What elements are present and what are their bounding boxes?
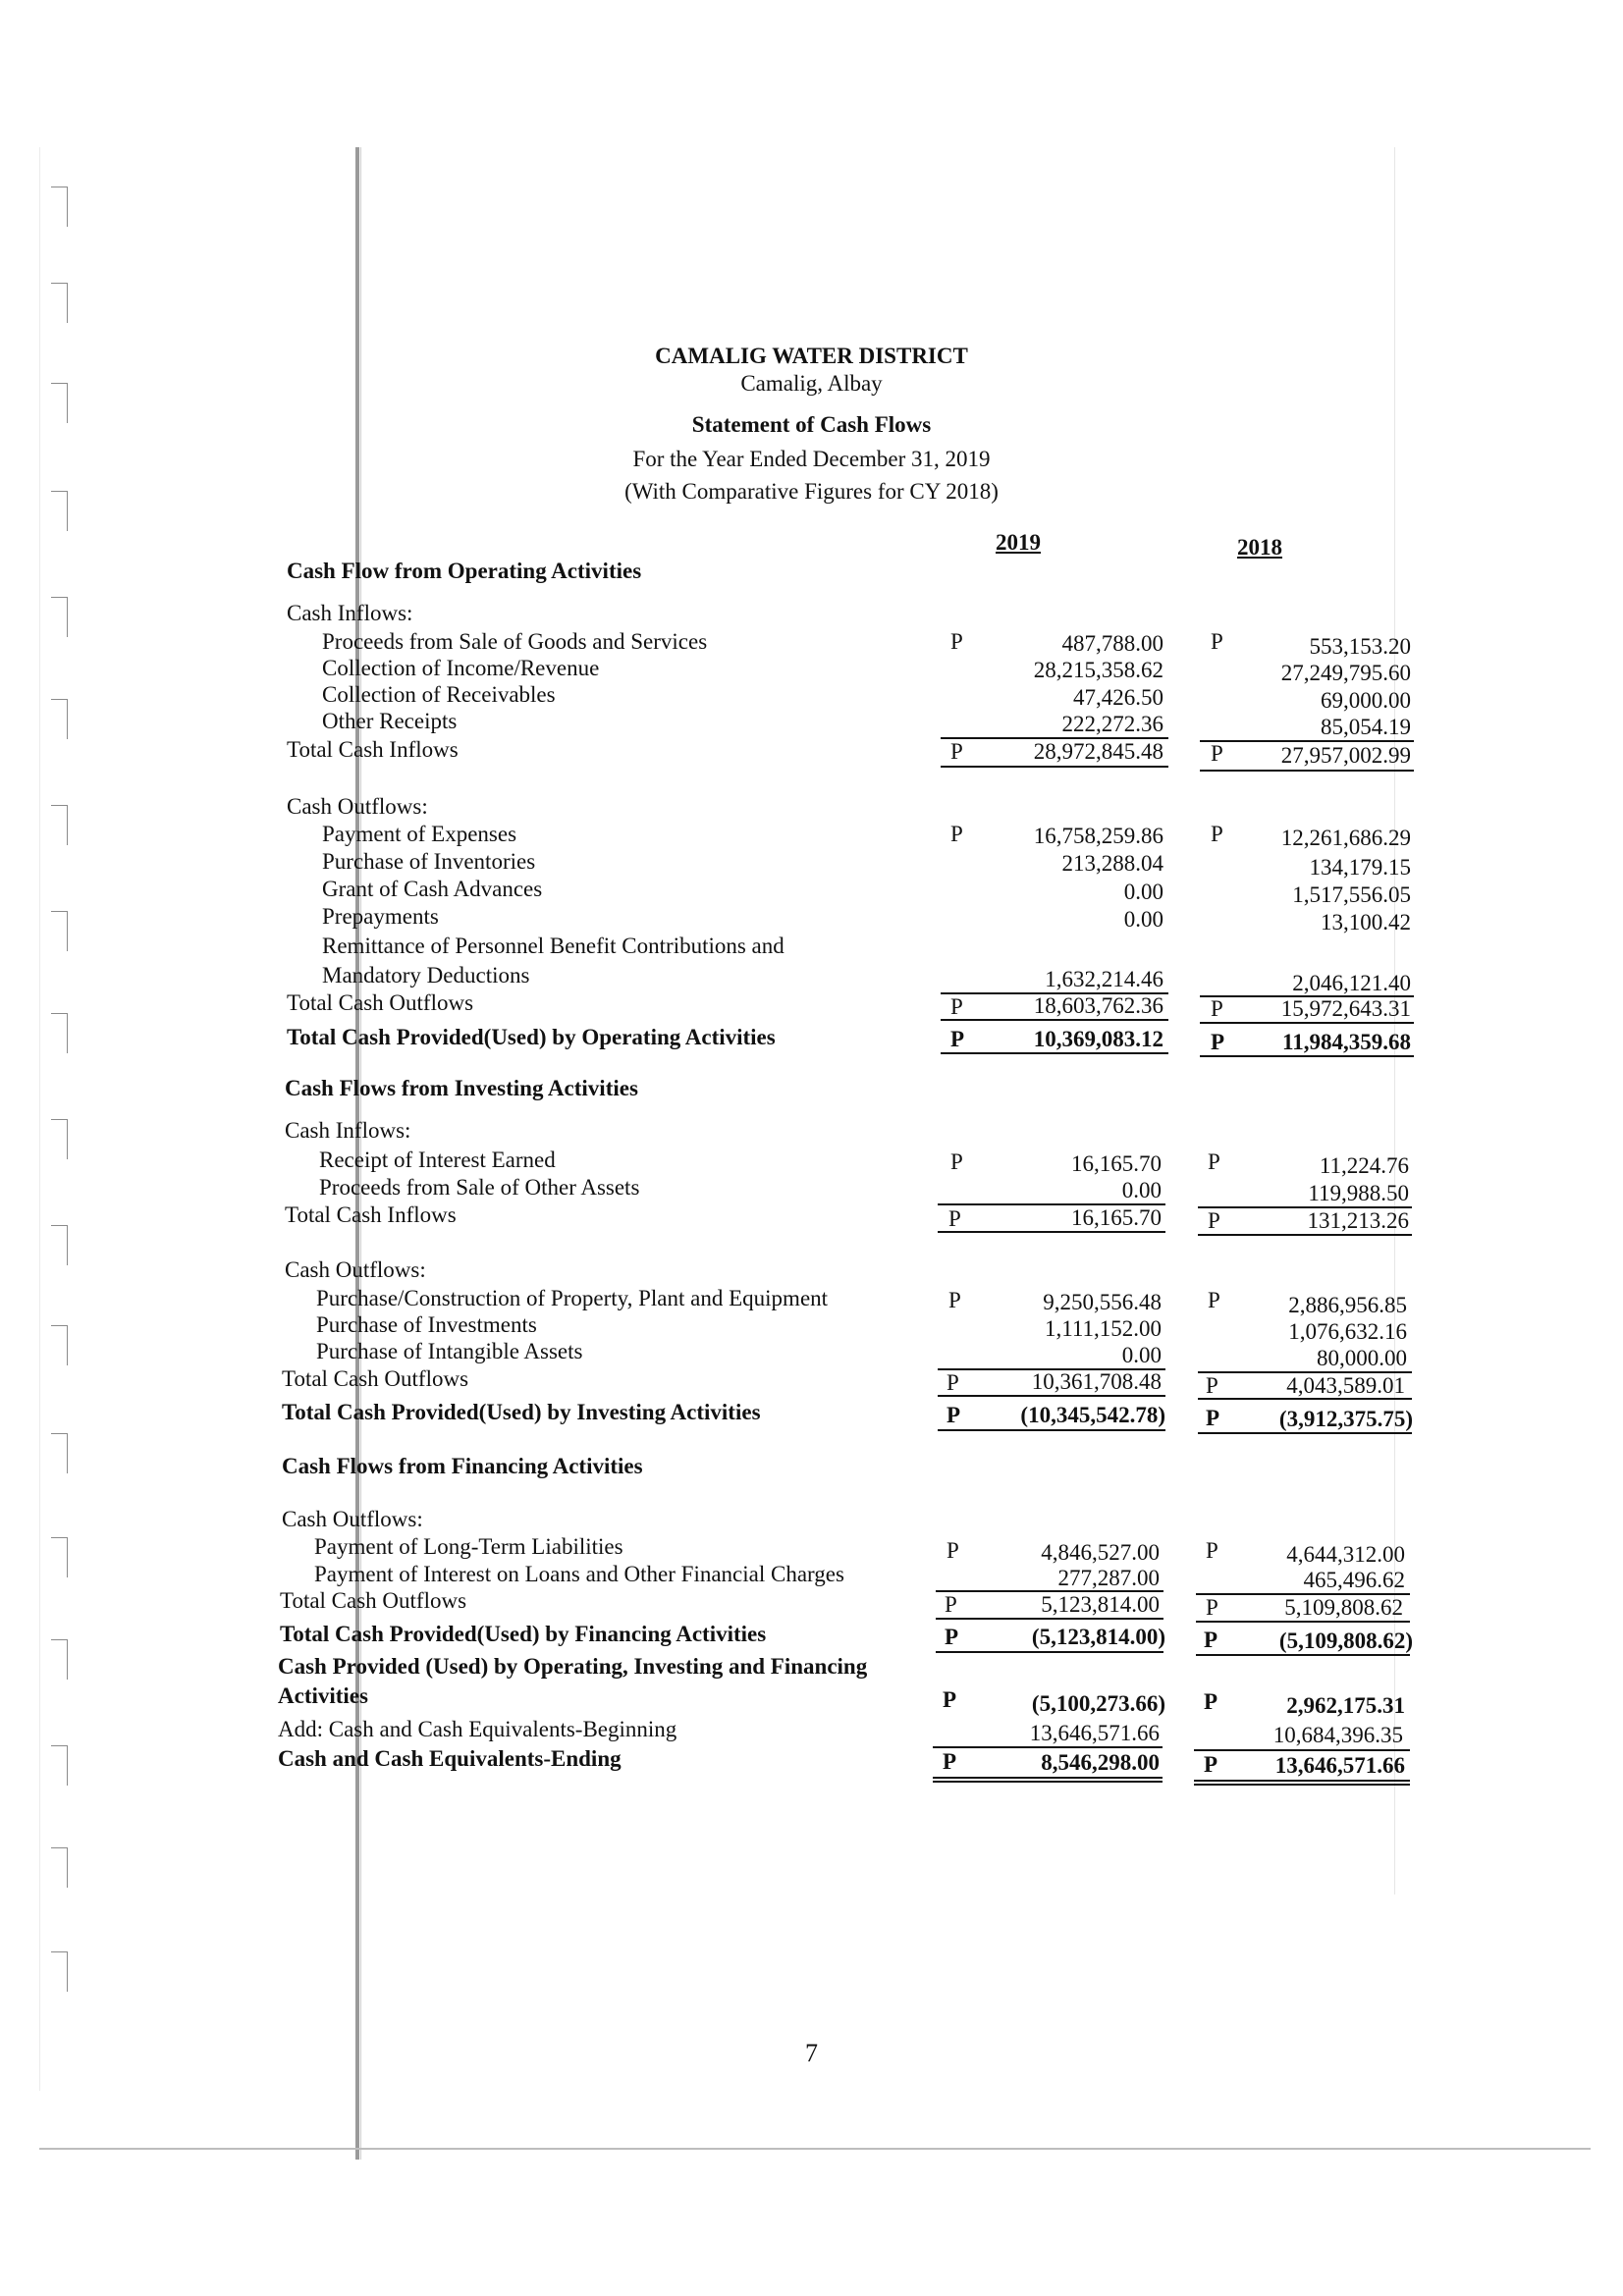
punch-hole-mark bbox=[51, 911, 68, 951]
value-2018: 134,179.15 bbox=[1309, 855, 1411, 880]
peso-sign: P bbox=[1211, 1030, 1225, 1054]
row-label-summary: Cash Provided (Used) by Operating, Investing and Financing bbox=[278, 1654, 868, 1679]
punch-hole-mark bbox=[51, 805, 68, 845]
underline bbox=[941, 1052, 1168, 1054]
value-2019: 213,288.04 bbox=[1061, 851, 1163, 876]
peso-sign: P bbox=[1206, 1373, 1218, 1398]
row-label-total: Total Cash Inflows bbox=[285, 1202, 457, 1227]
row-label-ending: Cash and Cash Equivalents-Ending bbox=[278, 1746, 622, 1771]
value-2019: 18,603,762.36 bbox=[1033, 993, 1163, 1018]
underline bbox=[938, 1395, 1165, 1397]
peso-sign: P bbox=[1208, 1208, 1220, 1233]
section-title-financing: Cash Flows from Financing Activities bbox=[282, 1454, 643, 1478]
peso-sign: P bbox=[1208, 1288, 1220, 1312]
peso-sign: P bbox=[945, 1592, 957, 1617]
double-underline bbox=[1194, 1780, 1410, 1782]
underline bbox=[1198, 1398, 1412, 1400]
row-label: Proceeds from Sale of Goods and Services bbox=[322, 629, 708, 654]
row-label: Purchase of Inventories bbox=[322, 849, 536, 874]
peso-sign: P bbox=[947, 1538, 959, 1563]
underline bbox=[938, 1429, 1165, 1431]
peso-sign: P bbox=[1211, 996, 1223, 1021]
peso-sign: P bbox=[1204, 1689, 1218, 1714]
value-2019: 0.00 bbox=[1123, 880, 1163, 904]
peso-sign: P bbox=[1204, 1628, 1218, 1652]
peso-sign: P bbox=[950, 822, 963, 846]
peso-sign: P bbox=[950, 739, 963, 764]
value-2018: 80,000.00 bbox=[1317, 1346, 1407, 1370]
row-label-total: Total Cash Outflows bbox=[280, 1588, 467, 1613]
value-2018: 131,213.26 bbox=[1307, 1208, 1409, 1233]
value-2019: 16,165.70 bbox=[1071, 1151, 1162, 1176]
peso-sign: P bbox=[948, 1206, 961, 1231]
value-2018: (5,109,808.62) bbox=[1278, 1629, 1413, 1653]
value-2019: 222,272.36 bbox=[1061, 712, 1163, 736]
value-2019: 8,546,298.00 bbox=[1041, 1750, 1160, 1775]
value-2019: 0.00 bbox=[1121, 1178, 1162, 1202]
value-2018: 465,496.62 bbox=[1303, 1568, 1405, 1592]
peso-sign: P bbox=[943, 1749, 957, 1774]
value-2019: 487,788.00 bbox=[1061, 631, 1163, 656]
value-2018: 13,646,571.66 bbox=[1274, 1753, 1405, 1778]
peso-sign: P bbox=[1206, 1406, 1220, 1430]
row-label: Prepayments bbox=[322, 904, 439, 929]
punch-hole-mark bbox=[51, 283, 68, 323]
punch-hole-mark bbox=[51, 1951, 68, 1992]
punch-hole-mark bbox=[51, 1119, 68, 1159]
value-2019: (5,100,273.66) bbox=[1031, 1691, 1165, 1716]
value-2018: 4,644,312.00 bbox=[1286, 1542, 1405, 1567]
label-cash-outflows: Cash Outflows: bbox=[285, 1257, 426, 1282]
org-location: Camalig, Albay bbox=[740, 371, 883, 396]
value-2019: 47,426.50 bbox=[1073, 685, 1163, 710]
section-title-investing: Cash Flows from Investing Activities bbox=[285, 1076, 638, 1100]
label-cash-inflows: Cash Inflows: bbox=[287, 601, 413, 625]
value-2018: 10,684,396.35 bbox=[1272, 1723, 1403, 1747]
underline bbox=[1196, 1621, 1410, 1623]
underline bbox=[1200, 770, 1414, 772]
peso-sign: P bbox=[1211, 629, 1223, 654]
peso-sign: P bbox=[1208, 1149, 1220, 1174]
statement-comparative: (With Comparative Figures for CY 2018) bbox=[624, 479, 999, 504]
value-2018: 2,886,956.85 bbox=[1288, 1293, 1407, 1317]
scan-edge-line-left bbox=[39, 147, 40, 2091]
value-2018: 1,517,556.05 bbox=[1292, 882, 1411, 907]
value-2019: (10,345,542.78) bbox=[1020, 1403, 1165, 1427]
row-label: Collection of Receivables bbox=[322, 682, 556, 707]
column-head-2018: 2018 bbox=[1237, 535, 1282, 560]
value-2019: 10,361,708.48 bbox=[1031, 1369, 1162, 1394]
value-2019: 9,250,556.48 bbox=[1043, 1290, 1162, 1314]
scan-bottom-edge bbox=[39, 2148, 1591, 2150]
peso-sign: P bbox=[1211, 741, 1223, 766]
value-2018: 15,972,643.31 bbox=[1280, 996, 1411, 1021]
label-cash-outflows: Cash Outflows: bbox=[282, 1507, 423, 1531]
row-label: Collection of Income/Revenue bbox=[322, 656, 600, 680]
peso-sign: P bbox=[950, 994, 963, 1019]
org-name: CAMALIG WATER DISTRICT bbox=[655, 344, 968, 368]
peso-sign: P bbox=[945, 1625, 959, 1649]
punch-hole-mark bbox=[51, 1745, 68, 1786]
row-label-total: Total Cash Inflows bbox=[287, 737, 459, 762]
underline bbox=[936, 1651, 1163, 1653]
value-2019: 16,758,259.86 bbox=[1033, 824, 1163, 848]
punch-hole-mark bbox=[51, 1537, 68, 1577]
row-label: Other Receipts bbox=[322, 709, 458, 733]
row-label: Payment of Expenses bbox=[322, 822, 517, 846]
punch-hole-mark bbox=[51, 1847, 68, 1888]
value-2019: 16,165.70 bbox=[1071, 1205, 1162, 1230]
double-underline bbox=[933, 1777, 1163, 1779]
punch-hole-mark bbox=[51, 1225, 68, 1265]
value-2018: 27,957,002.99 bbox=[1280, 743, 1411, 768]
value-2019: 28,215,358.62 bbox=[1033, 658, 1163, 682]
value-2018: 11,984,359.68 bbox=[1282, 1030, 1411, 1054]
peso-sign: P bbox=[1206, 1595, 1218, 1620]
row-label-net: Total Cash Provided(Used) by Investing Activities bbox=[282, 1400, 761, 1424]
row-label-total: Total Cash Outflows bbox=[282, 1366, 469, 1391]
value-2019: 28,972,845.48 bbox=[1033, 739, 1163, 764]
row-label: Add: Cash and Cash Equivalents-Beginning bbox=[278, 1717, 677, 1741]
peso-sign: P bbox=[947, 1370, 959, 1395]
punch-hole-mark bbox=[51, 699, 68, 739]
double-underline bbox=[933, 1781, 1163, 1783]
underline bbox=[938, 1231, 1165, 1233]
value-2019: 13,646,571.66 bbox=[1029, 1721, 1160, 1745]
row-label: Remittance of Personnel Benefit Contributions and bbox=[322, 934, 784, 958]
row-label: Purchase/Construction of Property, Plant and Equipment bbox=[316, 1286, 829, 1310]
underline bbox=[1200, 1022, 1414, 1024]
underline bbox=[936, 1618, 1163, 1620]
value-2018: 553,153.20 bbox=[1309, 634, 1411, 659]
punch-hole-mark bbox=[51, 1013, 68, 1053]
punch-hole-mark bbox=[51, 1325, 68, 1365]
value-2018: 2,962,175.31 bbox=[1286, 1693, 1405, 1718]
peso-sign: P bbox=[950, 629, 963, 654]
punch-hole-mark bbox=[51, 1433, 68, 1473]
value-2019: 5,123,814.00 bbox=[1041, 1592, 1160, 1617]
value-2018: 11,224.76 bbox=[1319, 1153, 1409, 1178]
value-2018: 13,100.42 bbox=[1321, 910, 1411, 934]
value-2019: 0.00 bbox=[1121, 1343, 1162, 1367]
underline bbox=[1198, 1432, 1412, 1434]
value-2018: 119,988.50 bbox=[1308, 1181, 1409, 1205]
value-2019: 277,287.00 bbox=[1057, 1566, 1160, 1590]
peso-sign: P bbox=[1206, 1538, 1218, 1563]
underline bbox=[1196, 1654, 1410, 1656]
peso-sign: P bbox=[947, 1403, 961, 1427]
peso-sign: P bbox=[1211, 822, 1223, 846]
statement-title: Statement of Cash Flows bbox=[691, 412, 932, 437]
value-2019: 1,111,152.00 bbox=[1044, 1316, 1162, 1341]
page-number: 7 bbox=[805, 2039, 818, 2067]
row-label-total: Total Cash Outflows bbox=[287, 990, 474, 1015]
row-label-net: Total Cash Provided(Used) by Financing Activities bbox=[280, 1622, 767, 1646]
row-label-net: Total Cash Provided(Used) by Operating Activities bbox=[287, 1025, 776, 1049]
value-2018: 69,000.00 bbox=[1321, 688, 1411, 713]
punch-hole-mark bbox=[51, 1639, 68, 1680]
value-2018: 27,249,795.60 bbox=[1280, 661, 1411, 685]
value-2018: 5,109,808.62 bbox=[1284, 1595, 1403, 1620]
value-2018: 85,054.19 bbox=[1321, 715, 1411, 739]
underline bbox=[1198, 1234, 1412, 1236]
underline bbox=[941, 1019, 1168, 1021]
punch-hole-mark bbox=[51, 597, 68, 637]
value-2018: (3,912,375.75) bbox=[1278, 1407, 1413, 1431]
underline bbox=[941, 766, 1168, 768]
peso-sign: P bbox=[948, 1288, 961, 1312]
peso-sign: P bbox=[950, 1149, 963, 1174]
peso-sign: P bbox=[1204, 1752, 1218, 1777]
row-label: Payment of Long-Term Liabilities bbox=[314, 1534, 623, 1559]
value-2018: 4,043,589.01 bbox=[1286, 1373, 1405, 1398]
double-underline bbox=[1194, 1784, 1410, 1786]
section-title-operating: Cash Flow from Operating Activities bbox=[287, 559, 642, 583]
label-cash-outflows: Cash Outflows: bbox=[287, 794, 428, 819]
statement-period: For the Year Ended December 31, 2019 bbox=[632, 447, 991, 471]
value-2018: 1,076,632.16 bbox=[1288, 1319, 1407, 1344]
value-2019: (5,123,814.00) bbox=[1031, 1625, 1165, 1649]
row-label: Receipt of Interest Earned bbox=[319, 1148, 556, 1172]
value-2019: 1,632,214.46 bbox=[1045, 967, 1163, 991]
value-2019: 0.00 bbox=[1123, 907, 1163, 932]
row-label: Purchase of Investments bbox=[316, 1312, 537, 1337]
value-2019: 4,846,527.00 bbox=[1041, 1540, 1160, 1565]
column-head-2019: 2019 bbox=[996, 530, 1041, 555]
peso-sign: P bbox=[943, 1687, 957, 1712]
peso-sign: P bbox=[950, 1027, 965, 1051]
row-label: Payment of Interest on Loans and Other Financial Charges bbox=[314, 1562, 844, 1586]
row-label-summary-continued: Activities bbox=[278, 1683, 368, 1708]
row-label: Proceeds from Sale of Other Assets bbox=[319, 1175, 640, 1200]
underline bbox=[1194, 1749, 1410, 1751]
row-label-continued: Mandatory Deductions bbox=[322, 963, 530, 988]
row-label: Grant of Cash Advances bbox=[322, 877, 543, 901]
row-label: Purchase of Intangible Assets bbox=[316, 1339, 583, 1363]
value-2018: 2,046,121.40 bbox=[1292, 971, 1411, 995]
value-2019: 10,369,083.12 bbox=[1033, 1027, 1163, 1051]
underline bbox=[1200, 1055, 1414, 1057]
value-2018: 12,261,686.29 bbox=[1280, 826, 1411, 850]
label-cash-inflows: Cash Inflows: bbox=[285, 1118, 411, 1143]
underline bbox=[933, 1746, 1163, 1748]
punch-hole-mark bbox=[51, 187, 68, 227]
